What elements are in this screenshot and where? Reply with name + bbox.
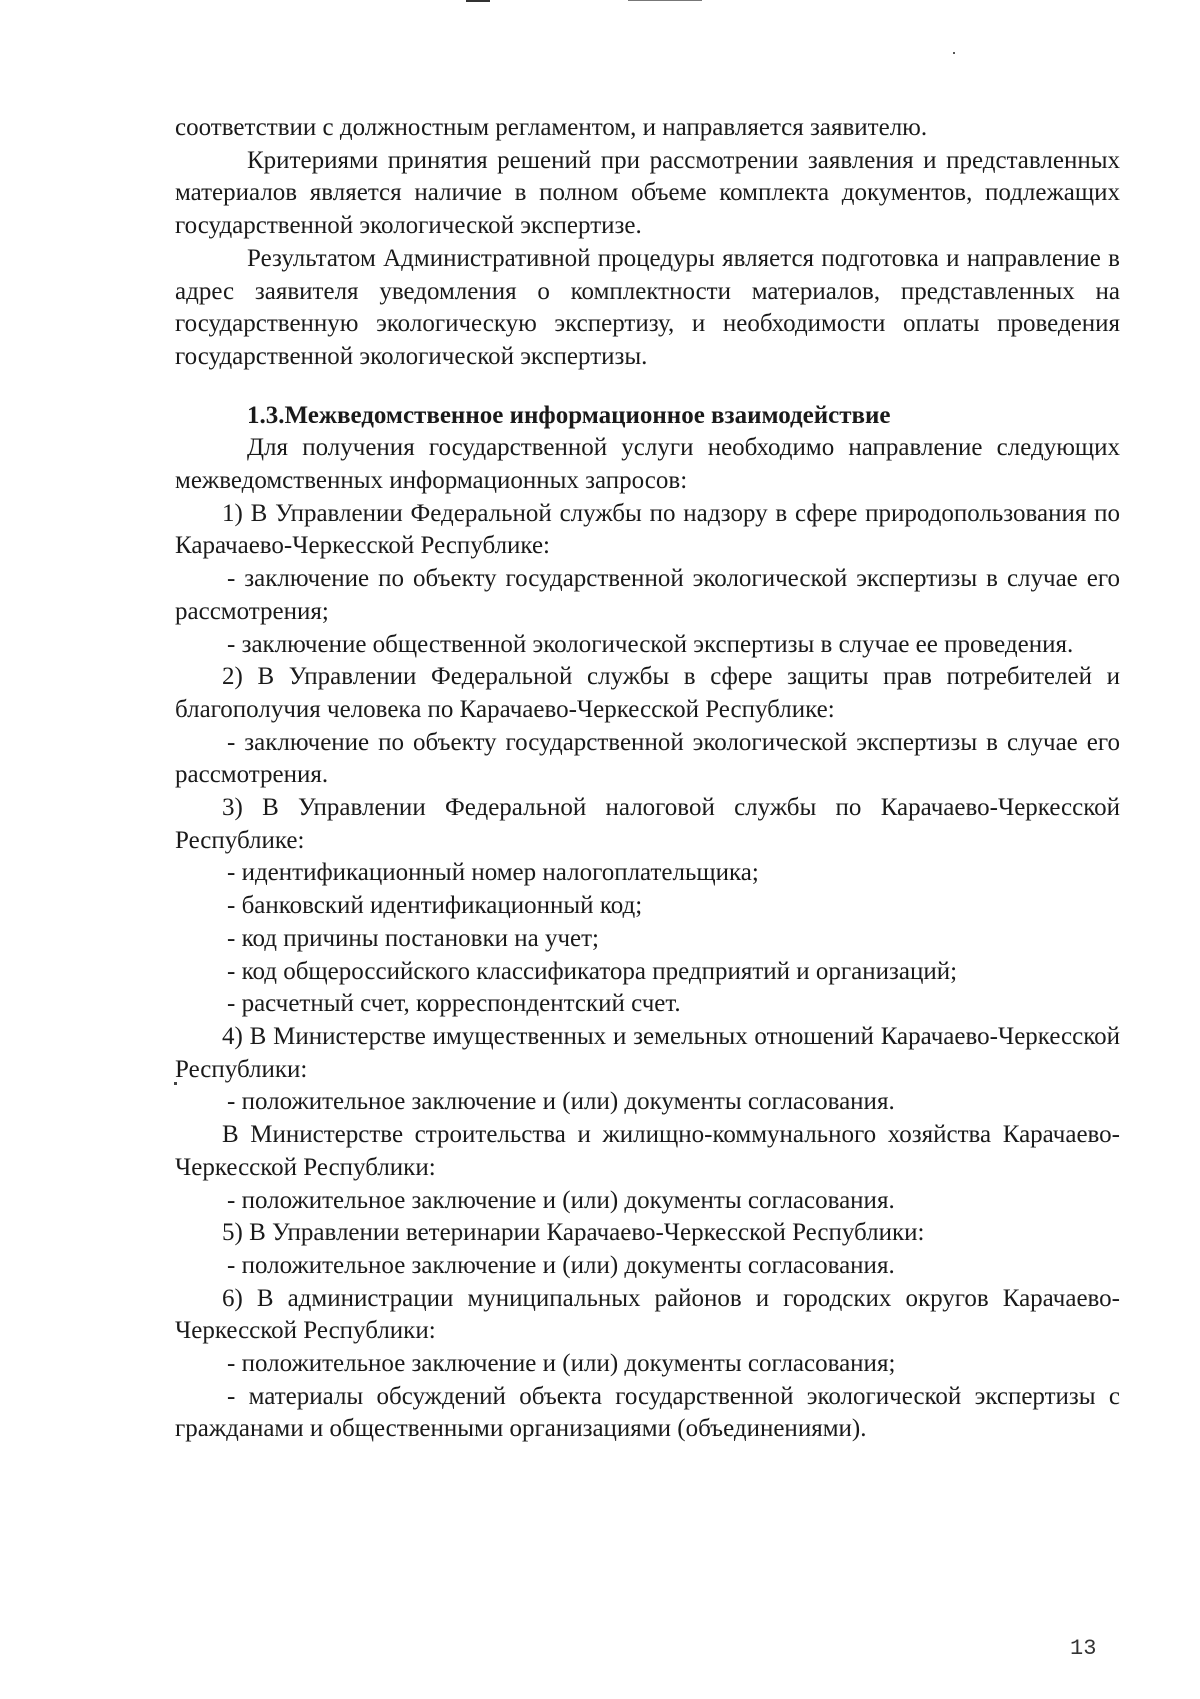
- list-item: - материалы обсуждений объекта государственной экологической экспертизы с гражданами и общественными организациями (объединениями).: [175, 1382, 1120, 1443]
- list-item: 4) В Министерстве имущественных и земельных отношений Карачаево-Черкесской Республики:: [175, 1022, 1120, 1083]
- list-item: - положительное заключение и (или) документы согласования.: [227, 1186, 895, 1214]
- section-heading: 1.3.Межведомственное информационное взаимодействие: [247, 401, 891, 429]
- list-item: 5) В Управлении ветеринарии Карачаево-Черкесской Республики:: [222, 1219, 925, 1247]
- list-item: 6) В администрации муниципальных районов и городских округов Карачаево-Черкесской Республики:: [175, 1284, 1120, 1345]
- list-item: - банковский идентификационный код;: [227, 892, 643, 920]
- list-item: 2) В Управлении Федеральной службы в сфере защиты прав потребителей и благополучия человека по Карачаево-Черкесской Республике:: [175, 663, 1120, 723]
- document-page: [175, 112, 1120, 1446]
- list-item: - заключение по объекту государственной экологической экспертизы в случае его рассмотрения;: [175, 565, 1120, 625]
- list-item: - расчетный счет, корреспондентский счет.: [227, 990, 681, 1018]
- paragraph-continuation: соответствии с должностным регламентом, и направляется заявителю.: [175, 114, 928, 141]
- list-item: 3) В Управлении Федеральной налоговой службы по Карачаево-Черкесской Республике:: [175, 794, 1120, 854]
- paragraph-result: Результатом Административной процедуры является подготовка и направление в адрес заявителя уведомления о комплектности материалов, представленных на государственную экологическую экспертизу, и необходимости оплаты проведения государственной экологической экспертизы.: [175, 244, 1120, 370]
- list-item: - заключение общественной экологической экспертизы в случае ее проведения.: [227, 630, 1074, 658]
- list-item: - положительное заключение и (или) документы согласования;: [227, 1350, 896, 1378]
- list-item: - положительное заключение и (или) документы согласования.: [227, 1251, 895, 1279]
- scan-speck: [953, 52, 955, 54]
- list-item: В Министерстве строительства и жилищно-коммунального хозяйства Карачаево-Черкесской Республики:: [175, 1121, 1120, 1181]
- scan-mark: [628, 0, 702, 1]
- page-number: 13: [1070, 1636, 1097, 1661]
- paragraph-criteria: Критериями принятия решений при рассмотрении заявления и представленных материалов является наличие в полном объеме комплекта документов, подлежащих государственной экологической экспертизе.: [175, 146, 1120, 240]
- list-item: - заключение по объекту государственной экологической экспертизы в случае его рассмотрения.: [175, 728, 1120, 789]
- list-item: - положительное заключение и (или) документы согласования.: [227, 1088, 895, 1116]
- scan-mark: [466, 0, 490, 2]
- list-item: 1) В Управлении Федеральной службы по надзору в сфере природопользования по Карачаево-Черкесской Республике:: [175, 499, 1120, 560]
- paragraph-intro: Для получения государственной услуги необходимо направление следующих межведомственных информационных запросов:: [175, 434, 1120, 495]
- list-item: - код причины постановки на учет;: [227, 924, 599, 952]
- list-item: - код общероссийского классификатора предприятий и организаций;: [227, 957, 958, 985]
- list-item: - идентификационный номер налогоплательщика;: [227, 859, 759, 887]
